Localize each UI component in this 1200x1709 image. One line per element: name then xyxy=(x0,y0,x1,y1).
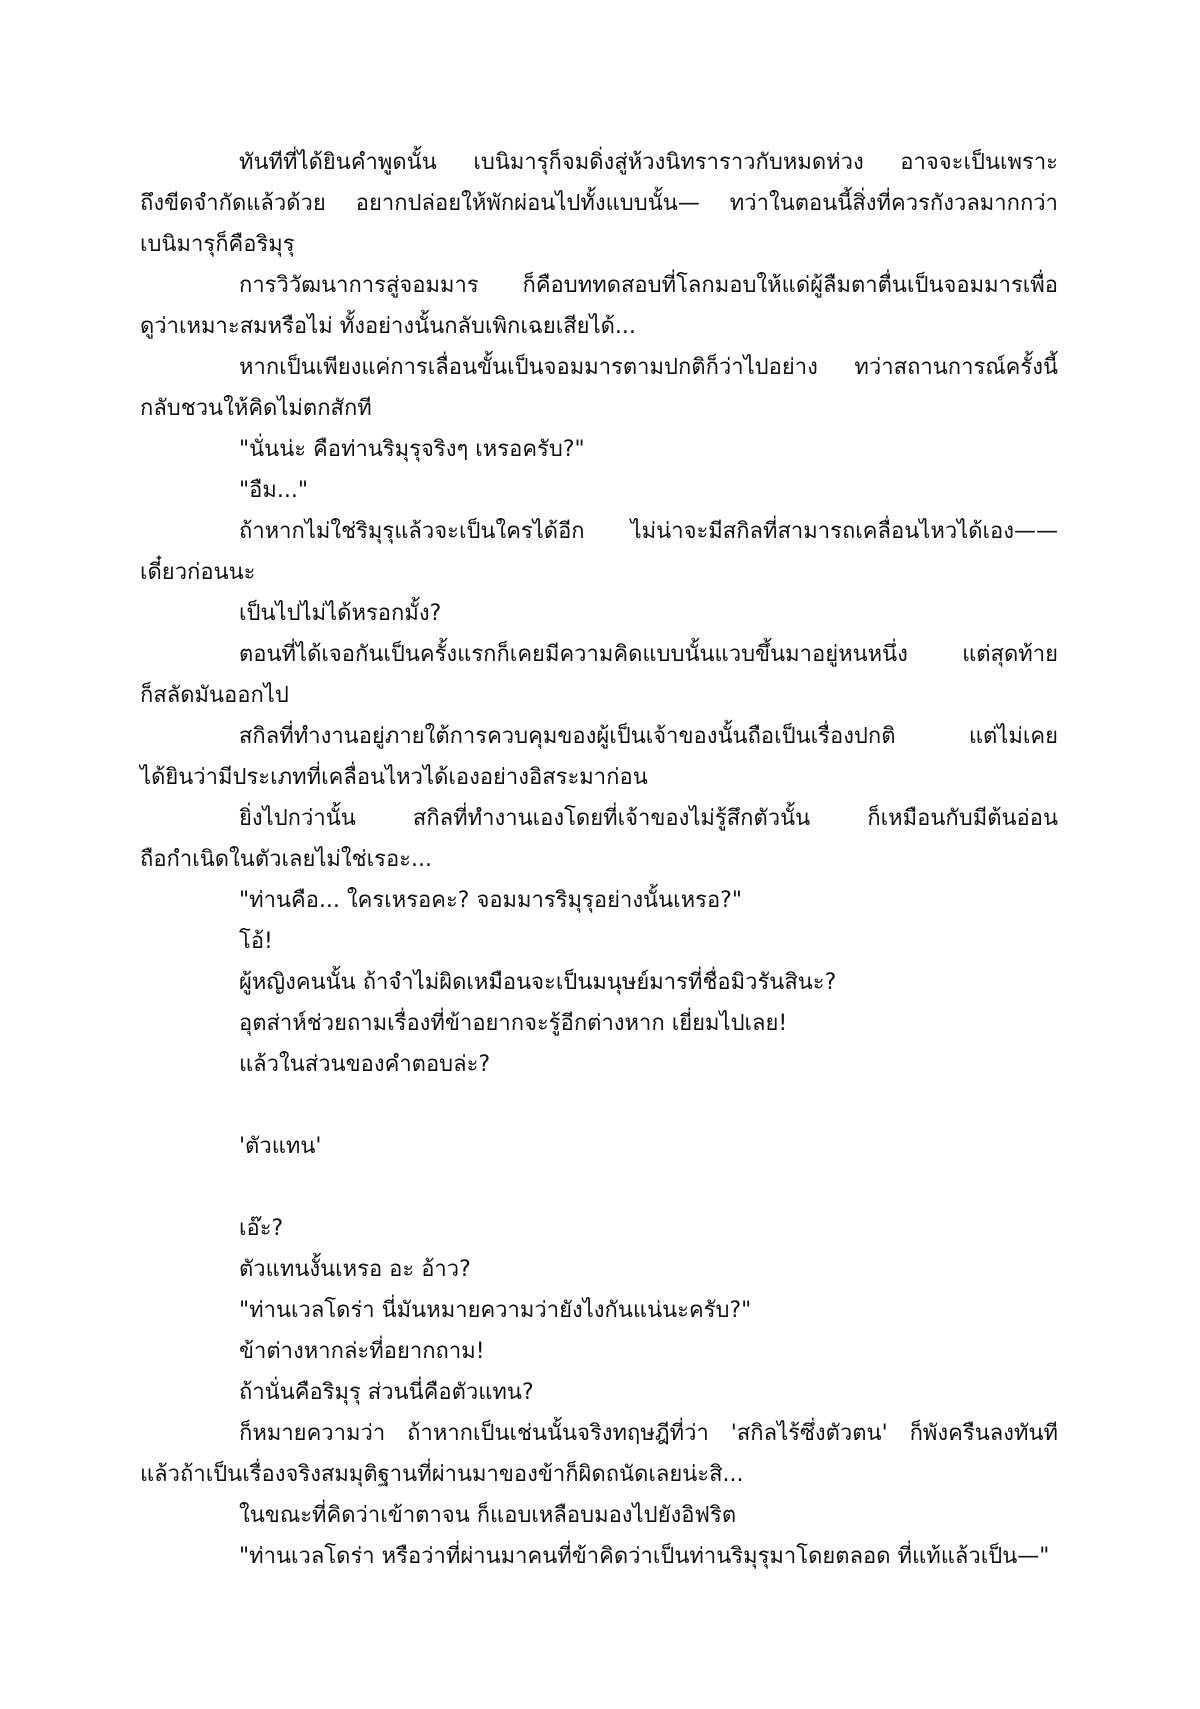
text-line: ตัวแทนงั้นเหรอ อะ อ้าว? xyxy=(239,1257,471,1282)
paragraph-gap xyxy=(140,1085,1058,1126)
text-line: แล้วในส่วนของคำตอบล่ะ? xyxy=(239,1052,491,1077)
paragraph-gap xyxy=(140,1167,1058,1208)
text-line: ในขณะที่คิดว่าเข้าตาจน ก็แอบเหลือบมองไปยังอิฟริต xyxy=(239,1503,737,1528)
text-line: ถ้านั่นคือริมุรุ ส่วนนี่คือตัวแทน? xyxy=(239,1380,534,1405)
text-line: ดูว่าเหมาะสมหรือไม่ ทั้งอย่างนั้นกลับเพิกเฉยเสียได้... xyxy=(140,314,636,339)
text-line: สกิลที่ทำงานอยู่ภายใต้การควบคุมของผู้เป็นเจ้าของนั้นถือเป็นเรื่องปกติ แต่ไม่เคย xyxy=(239,724,1058,749)
document-page xyxy=(140,142,1058,1577)
text-line: ได้ยินว่ามีประเภทที่เคลื่อนไหวได้เองอย่างอิสระมาก่อน xyxy=(140,765,648,790)
text-line: หากเป็นเพียงแค่การเลื่อนขั้นเป็นจอมมารตามปกติก็ว่าไปอย่าง ทว่าสถานการณ์ครั้งนี้ xyxy=(239,355,1058,380)
text-line: ถึงขีดจำกัดแล้วด้วย อยากปล่อยให้พักผ่อนไปทั้งแบบนั้น— ทว่าในตอนนี้สิ่งที่ควรกังวลมากกว่า xyxy=(140,191,1058,216)
dialogue-line: "นั่นน่ะ คือท่านริมุรุจริงๆ เหรอครับ?" xyxy=(239,437,585,462)
text-line: กลับชวนให้คิดไม่ตกสักที xyxy=(140,396,372,421)
text-line: ยิ่งไปกว่านั้น สกิลที่ทำงานเองโดยที่เจ้าของไม่รู้สึกตัวนั้น ก็เหมือนกับมีต้นอ่อน xyxy=(239,806,1058,831)
text-line: การวิวัฒนาการสู่จอมมาร ก็คือบททดสอบที่โลกมอบให้แด่ผู้ลืมตาตื่นเป็นจอมมารเพื่อ xyxy=(239,273,1058,298)
text-line: ผู้หญิงคนนั้น ถ้าจำไม่ผิดเหมือนจะเป็นมนุษย์มารที่ชื่อมิวรันสินะ? xyxy=(239,970,837,995)
text-line: ก็สลัดมันออกไป xyxy=(140,683,289,708)
text-line: เดี๋ยวก่อนนะ xyxy=(140,560,256,585)
dialogue-line: "ท่านคือ... ใครเหรอคะ? จอมมารริมุรุอย่างนั้นเหรอ?" xyxy=(239,888,742,913)
dialogue-line: "อืม..." xyxy=(239,478,308,503)
text-line: ข้าต่างหากล่ะที่อยากถาม! xyxy=(239,1339,485,1364)
text-line: เป็นไปไม่ได้หรอกมั้ง? xyxy=(239,601,442,626)
text-line: เอ๊ะ? xyxy=(239,1216,284,1241)
dialogue-line: "ท่านเวลโดร่า หรือว่าที่ผ่านมาคนที่ข้าคิดว่าเป็นท่านริมุรุมาโดยตลอด ที่แท้แล้วเป็น—" xyxy=(239,1544,1050,1569)
emphasis-line: 'ตัวแทน' xyxy=(239,1134,322,1159)
text-line: แล้วถ้าเป็นเรื่องจริงสมมุติฐานที่ผ่านมาของข้าก็ผิดถนัดเลยน่ะสิ... xyxy=(140,1462,744,1487)
text-line: ถ้าหากไม่ใช่ริมุรุแล้วจะเป็นใครได้อีก ไม่น่าจะมีสกิลที่สามารถเคลื่อนไหวได้เอง—— xyxy=(239,519,1058,544)
text-line: ทันทีที่ได้ยินคำพูดนั้น เบนิมารุก็จมดิ่งสู่ห้วงนิทราราวกับหมดห่วง อาจจะเป็นเพราะ xyxy=(239,150,1058,175)
text-line: ตอนที่ได้เจอกันเป็นครั้งแรกก็เคยมีความคิดแบบนั้นแวบขึ้นมาอยู่หนหนึ่ง แต่สุดท้าย xyxy=(239,642,1058,667)
text-line: อุตส่าห์ช่วยถามเรื่องที่ข้าอยากจะรู้อีกต่างหาก เยี่ยมไปเลย! xyxy=(239,1011,788,1036)
text-line: ถือกำเนิดในตัวเลยไม่ใช่เรอะ... xyxy=(140,847,432,872)
text-line: ก็หมายความว่า ถ้าหากเป็นเช่นนั้นจริงทฤษฎีที่ว่า 'สกิลไร้ซึ่งตัวตน' ก็พังครืนลงทันที xyxy=(239,1421,1058,1446)
text-line: โอ้! xyxy=(239,929,273,954)
dialogue-line: "ท่านเวลโดร่า นี่มันหมายความว่ายังไงกันแน่นะครับ?" xyxy=(239,1298,752,1323)
text-line: เบนิมารุก็คือริมุรุ xyxy=(140,232,295,257)
